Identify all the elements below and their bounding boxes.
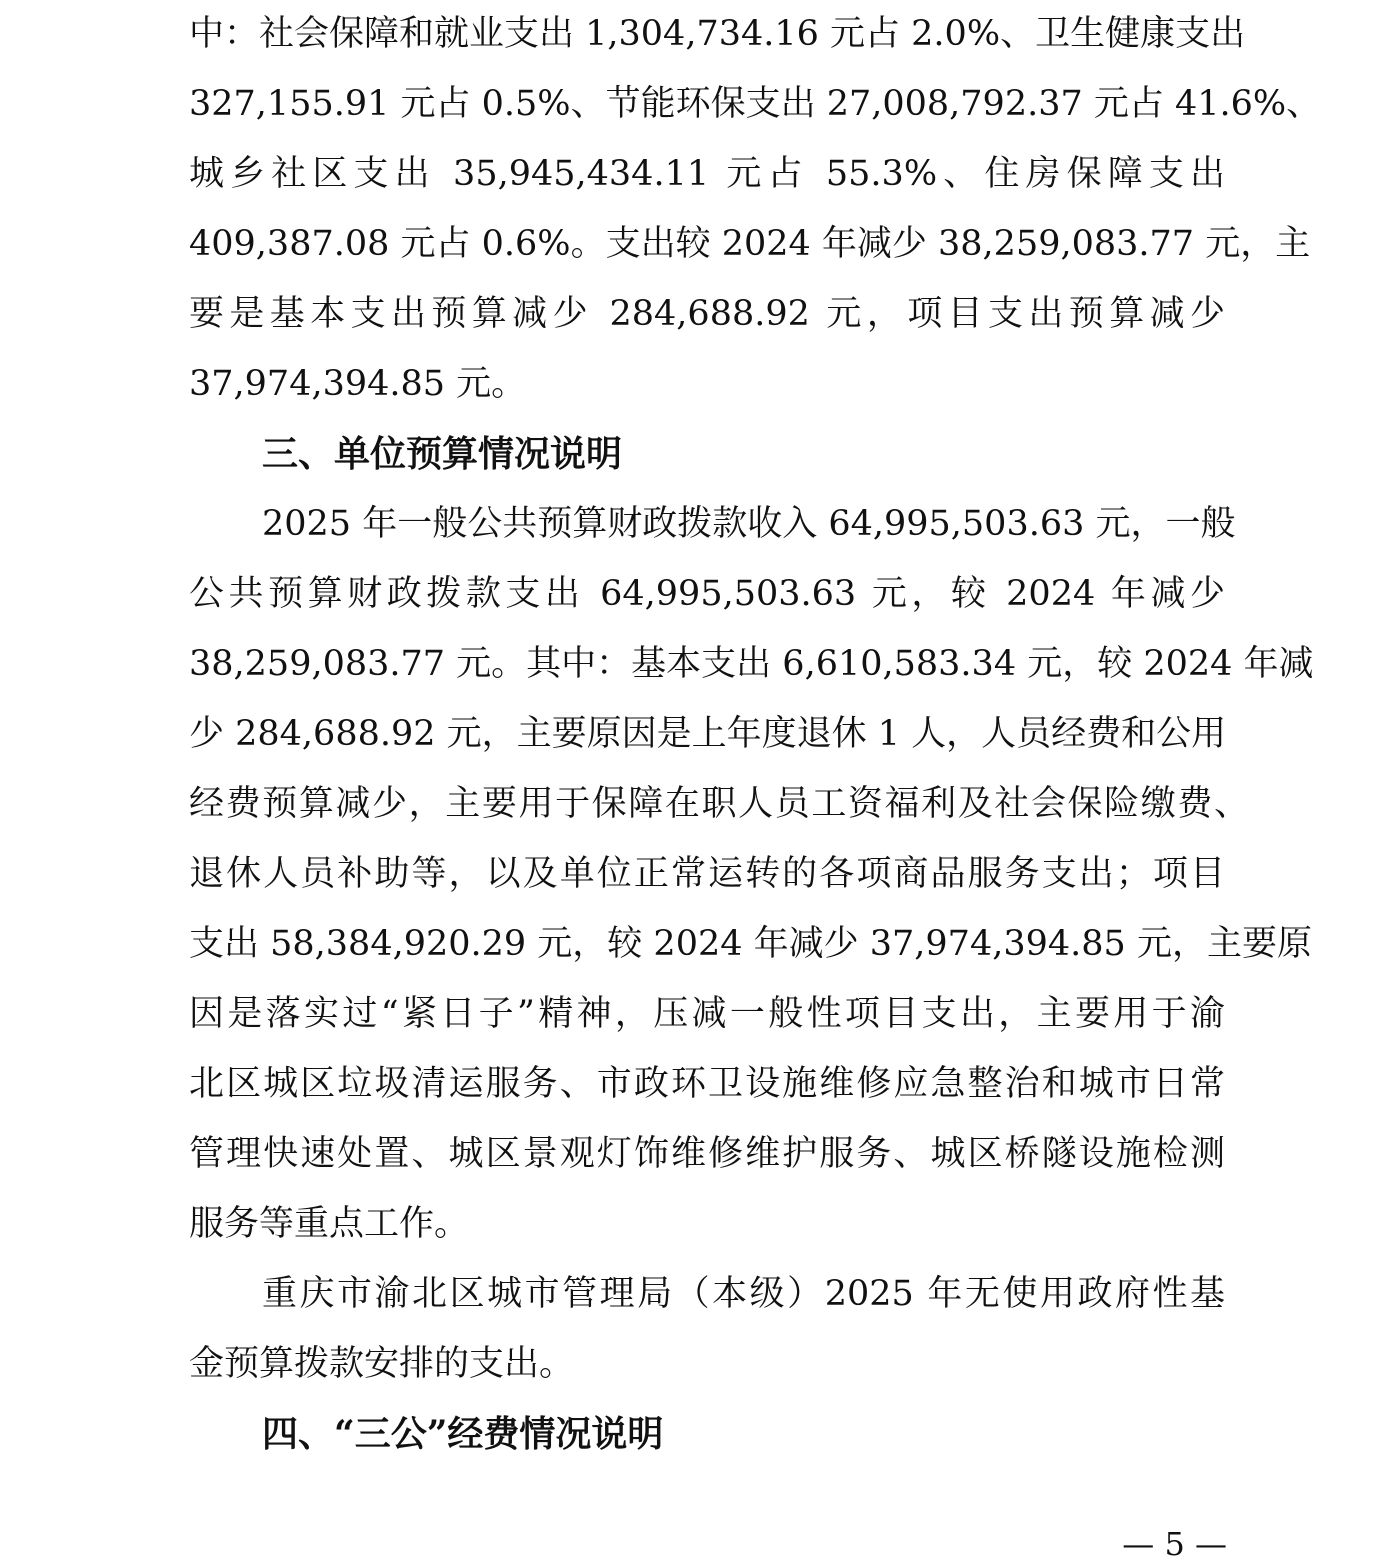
- paragraph-2-line-7: 支出 58,384,920.29 元，较 2024 年减少 37,974,394.85 元，主要原: [189, 924, 1312, 964]
- paragraph-2-line-9: 北区城区垃圾清运服务、市政环卫设施维修应急整治和城市日常: [189, 1064, 1225, 1104]
- paragraph-1-line-6: 37,974,394.85 元。: [189, 364, 527, 404]
- paragraph-2-line-4: 少 284,688.92 元，主要原因是上年度退休 1 人，人员经费和公用: [189, 714, 1227, 754]
- paragraph-2-line-6: 退休人员补助等，以及单位正常运转的各项商品服务支出；项目: [189, 854, 1225, 894]
- paragraph-3-line-2: 金预算拨款安排的支出。: [189, 1344, 575, 1384]
- paragraph-2-line-3: 38,259,083.77 元。其中：基本支出 6,610,583.34 元，较 2024 年减: [189, 644, 1314, 684]
- paragraph-1-line-4: 409,387.08 元占 0.6%。支出较 2024 年减少 38,259,083.77 元，主: [189, 224, 1311, 264]
- paragraph-2-line-8: 因是落实过“紧日子”精神，压减一般性项目支出，主要用于渝: [189, 994, 1225, 1034]
- section-heading-4: 四、“三公”经费情况说明: [262, 1413, 664, 1455]
- paragraph-1-line-5: 要是基本支出预算减少 284,688.92 元，项目支出预算减少: [189, 294, 1225, 334]
- paragraph-1-line-1: 中：社会保障和就业支出 1,304,734.16 元占 2.0%、卫生健康支出: [189, 14, 1246, 54]
- paragraph-2-line-1: 2025 年一般公共预算财政拨款收入 64,995,503.63 元，一般: [262, 504, 1236, 544]
- paragraph-3-line-1: 重庆市渝北区城市管理局（本级）2025 年无使用政府性基: [262, 1274, 1225, 1314]
- section-heading-3: 三、单位预算情况说明: [262, 433, 623, 475]
- paragraph-2-line-11: 服务等重点工作。: [189, 1204, 470, 1244]
- paragraph-2-line-5: 经费预算减少，主要用于保障在职人员工资福利及社会保险缴费、: [189, 784, 1249, 824]
- paragraph-2-line-2: 公共预算财政拨款支出 64,995,503.63 元，较 2024 年减少: [189, 574, 1225, 614]
- paragraph-2-line-10: 管理快速处置、城区景观灯饰维修维护服务、城区桥隧设施检测: [189, 1134, 1225, 1174]
- paragraph-1-line-3: 城乡社区支出 35,945,434.11 元占 55.3%、住房保障支出: [189, 154, 1225, 194]
- page-number: — 5 —: [1122, 1525, 1227, 1563]
- paragraph-1-line-2: 327,155.91 元占 0.5%、节能环保支出 27,008,792.37 元占 41.6%、: [189, 84, 1322, 124]
